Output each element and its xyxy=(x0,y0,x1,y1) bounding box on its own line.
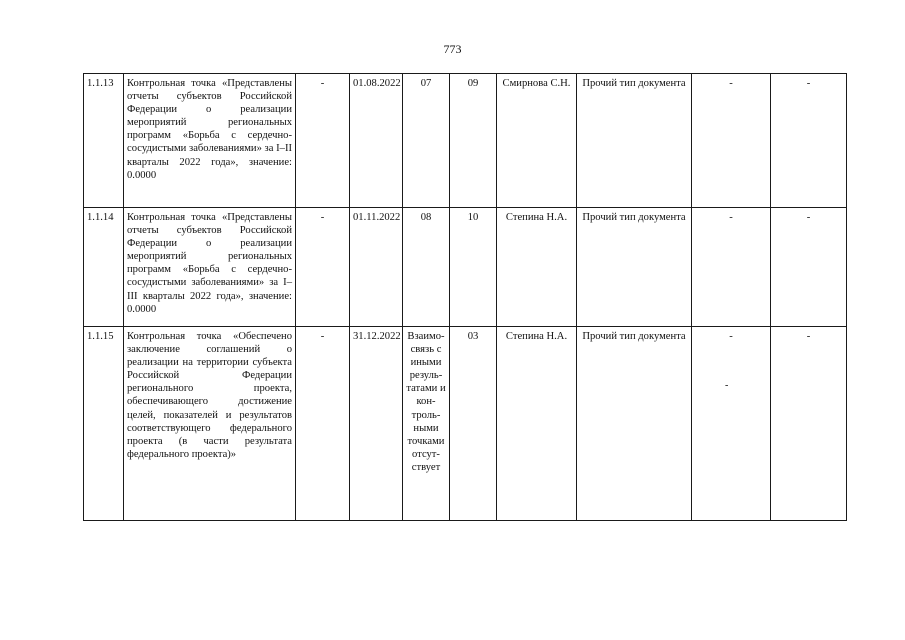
row-prev: - xyxy=(296,327,350,521)
stray-mark: - xyxy=(725,380,729,391)
row-extra-2: - xyxy=(771,327,847,521)
row-code-1: 07 xyxy=(403,74,450,208)
row-responsible: Степина Н.А. xyxy=(497,327,577,521)
row-connection-note xyxy=(403,327,450,521)
table-row xyxy=(84,327,847,521)
connection-line: кон- xyxy=(416,396,436,408)
row-code-2: 10 xyxy=(450,208,497,327)
table-row xyxy=(84,74,847,208)
row-extra-1: - xyxy=(692,327,771,521)
row-description: Контрольная точка «Обеспечено заключение соглашений о реализации на территории субъекта Российской Федерации регионального проекта, обеспечивающего достижение целей, показателей и результатов соответствующего федерального проекта (в части результата федерального проекта)» xyxy=(124,327,296,521)
page-number: 773 xyxy=(443,42,462,56)
row-extra-1: - xyxy=(692,208,771,327)
row-date: 01.11.2022 xyxy=(350,208,403,327)
row-extra-2: - xyxy=(771,208,847,327)
row-number: 1.1.14 xyxy=(84,208,124,327)
row-responsible: Смирнова С.Н. xyxy=(497,74,577,208)
row-doc-type: Прочий тип документа xyxy=(577,327,692,521)
row-code-2: 03 xyxy=(450,327,497,521)
connection-line: точками xyxy=(407,435,445,447)
row-number: 1.1.15 xyxy=(84,327,124,521)
table-row xyxy=(84,208,847,327)
connection-line: Взаимо- xyxy=(407,331,445,342)
connection-line: иными xyxy=(410,357,442,369)
connection-line: ствует xyxy=(411,461,441,473)
connection-line: отсут- xyxy=(412,448,440,460)
row-date: 01.08.2022 xyxy=(350,74,403,208)
row-responsible: Степина Н.А. xyxy=(497,208,577,327)
row-doc-type: Прочий тип документа xyxy=(577,74,692,208)
connection-line: татами и xyxy=(406,383,446,395)
row-description: Контрольная точка «Представлены отчеты субъектов Российской Федерации о реализации мероприятий региональных программ «Борьба с сердечно-сосудистыми заболеваниями» за I–III кварталы 2022 года», значение: 0.0000 xyxy=(124,208,296,327)
connection-line: ными xyxy=(413,422,439,434)
row-description: Контрольная точка «Представлены отчеты субъектов Российской Федерации о реализации мероприятий региональных программ «Борьба с сердечно-сосудистыми заболеваниями» за I–II кварталы 2022 года», значение: 0.0000 xyxy=(124,74,296,208)
row-code-1: 08 xyxy=(403,208,450,327)
connection-line: резуль- xyxy=(409,370,443,382)
row-code-2: 09 xyxy=(450,74,497,208)
row-prev: - xyxy=(296,208,350,327)
row-extra-1: - xyxy=(692,74,771,208)
connection-line: троль- xyxy=(411,409,441,421)
connection-line: связь с xyxy=(410,344,442,356)
row-extra-2: - xyxy=(771,74,847,208)
row-date: 31.12.2022 xyxy=(350,327,403,521)
row-number: 1.1.13 xyxy=(84,74,124,208)
row-prev: - xyxy=(296,74,350,208)
row-doc-type: Прочий тип документа xyxy=(577,208,692,327)
control-points-table xyxy=(83,73,847,521)
